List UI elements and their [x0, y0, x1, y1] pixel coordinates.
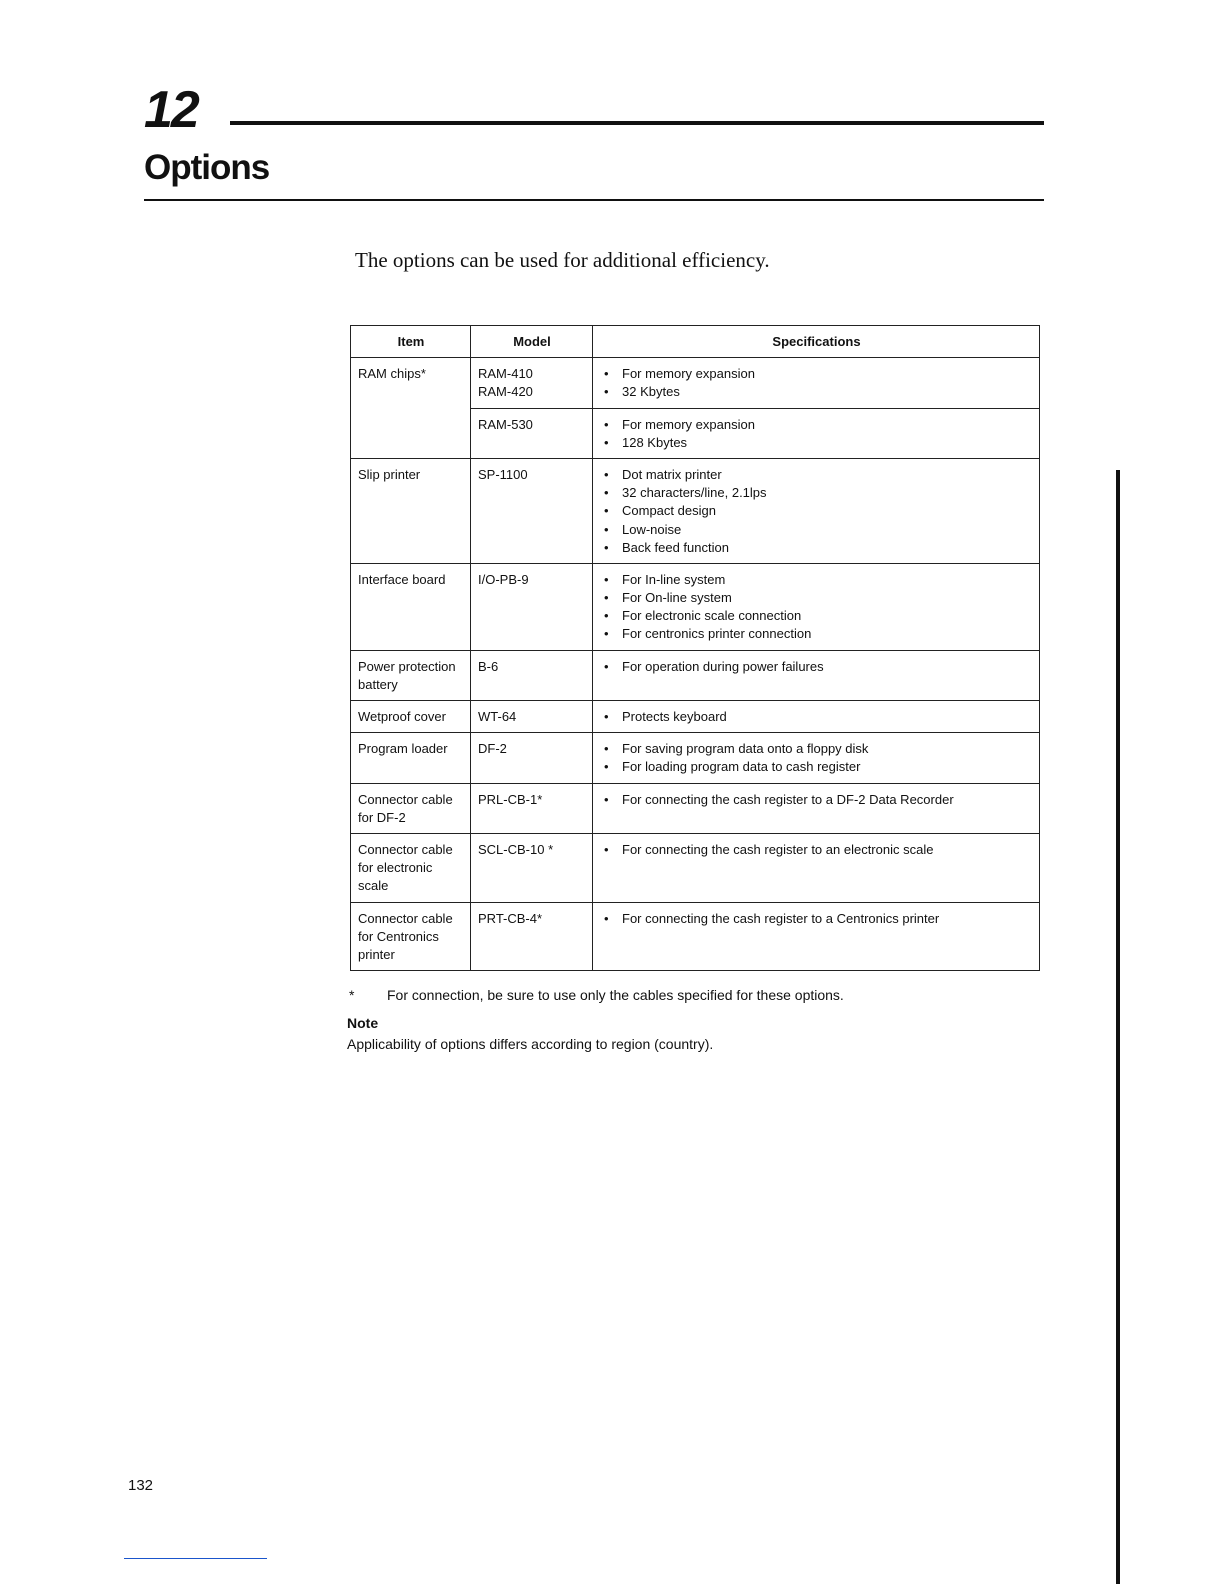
- table-header-row: [351, 326, 1040, 358]
- model-name: RAM-530: [478, 416, 533, 432]
- table-row: [351, 783, 1040, 833]
- table-row: [351, 701, 1040, 733]
- table-row: [351, 358, 1040, 408]
- item-cell: Program loader: [351, 733, 471, 783]
- note-label: Note: [347, 1015, 379, 1031]
- spec-list: [600, 365, 1033, 401]
- model-cell: [471, 563, 593, 650]
- spec-cell: [593, 408, 1040, 458]
- spec-list: [600, 910, 1033, 928]
- intro-text: The options can be used for additional efficiency.: [355, 248, 770, 272]
- model-cell: [471, 902, 593, 971]
- model-name: PRT-CB-4*: [478, 910, 543, 926]
- table-row: [351, 833, 1040, 902]
- spec-cell: [593, 783, 1040, 833]
- spec-item: • For electronic scale connection: [600, 607, 1033, 625]
- spec-cell: [593, 650, 1040, 700]
- chapter-number: 12: [144, 81, 198, 139]
- spec-list: [600, 708, 1033, 726]
- title-rule: [144, 199, 1044, 201]
- spec-item: • For connecting the cash register to a DF-2 Data Recorder: [600, 791, 1033, 809]
- spec-cell: [593, 733, 1040, 783]
- model-name: RAM-420: [478, 384, 533, 400]
- footnote-text: For connection, be sure to use only the cables specified for these options.: [387, 987, 844, 1003]
- model-name: SP-1100: [478, 466, 528, 482]
- spec-list: [600, 466, 1033, 557]
- spec-item: • Protects keyboard: [600, 708, 1033, 726]
- options-table: [350, 325, 1040, 971]
- item-cell: Connector cable for Centronics printer: [351, 902, 471, 971]
- chapter-rule: [230, 121, 1044, 125]
- model-cell: [471, 358, 593, 408]
- chapter-title: Options: [144, 148, 270, 187]
- spec-item: • 32 characters/line, 2.1lps: [600, 484, 1033, 502]
- table-row: [351, 733, 1040, 783]
- item-cell: Slip printer: [351, 458, 471, 563]
- item-cell: Wetproof cover: [351, 701, 471, 733]
- footnote: [349, 987, 844, 1003]
- item-cell: Connector cable for electronic scale: [351, 833, 471, 902]
- spec-cell: [593, 701, 1040, 733]
- spec-item: • For centronics printer connection: [600, 625, 1033, 643]
- spec-cell: [593, 563, 1040, 650]
- item-cell: Interface board: [351, 563, 471, 650]
- spec-list: [600, 571, 1033, 644]
- spec-cell: [593, 902, 1040, 971]
- spec-item: • For memory expansion: [600, 416, 1033, 434]
- model-name: PRL-CB-1*: [478, 791, 543, 807]
- spec-cell: [593, 358, 1040, 408]
- header-item: Item: [351, 326, 471, 358]
- header-specifications: Specifications: [593, 326, 1040, 358]
- spec-list: [600, 791, 1033, 809]
- model-name: DF-2: [478, 741, 507, 757]
- model-name: RAM-410: [478, 366, 533, 382]
- model-cell: [471, 701, 593, 733]
- spec-item: • For In-line system: [600, 571, 1033, 589]
- spec-item: • For connecting the cash register to a Centronics printer: [600, 910, 1033, 928]
- table-row: [351, 458, 1040, 563]
- item-cell: Power protection battery: [351, 650, 471, 700]
- model-cell: [471, 733, 593, 783]
- page-number: 132: [128, 1477, 154, 1494]
- spec-item: • 128 Kbytes: [600, 434, 1033, 452]
- model-cell: [471, 833, 593, 902]
- model-cell: [471, 408, 593, 458]
- spec-item: • For memory expansion: [600, 365, 1033, 383]
- model-cell: [471, 783, 593, 833]
- spec-item: • For operation during power failures: [600, 658, 1033, 676]
- table-row: [351, 650, 1040, 700]
- spec-item: • Dot matrix printer: [600, 466, 1033, 484]
- spec-item: • Low-noise: [600, 521, 1033, 539]
- options-table-body: [351, 358, 1040, 971]
- footnote-mark: *: [349, 987, 355, 1003]
- header-model: Model: [471, 326, 593, 358]
- model-cell: [471, 650, 593, 700]
- model-cell: [471, 458, 593, 563]
- item-cell: Connector cable for DF-2: [351, 783, 471, 833]
- spec-cell: [593, 458, 1040, 563]
- spec-item: • For saving program data onto a floppy disk: [600, 740, 1033, 758]
- spec-item: • 32 Kbytes: [600, 383, 1033, 401]
- model-name: I/O-PB-9: [478, 571, 529, 587]
- table-row: [351, 902, 1040, 971]
- table-row: [351, 563, 1040, 650]
- spec-item: • Compact design: [600, 502, 1033, 520]
- model-name: WT-64: [478, 709, 517, 724]
- model-name: SCL-CB-10 *: [478, 841, 554, 857]
- spec-list: [600, 658, 1033, 676]
- spec-list: [600, 416, 1033, 452]
- spec-item: • Back feed function: [600, 539, 1033, 557]
- spec-item: • For connecting the cash register to an electronic scale: [600, 841, 1033, 859]
- item-cell: RAM chips*: [351, 358, 471, 459]
- spec-item: • For loading program data to cash register: [600, 758, 1033, 776]
- note-text: Applicability of options differs according to region (country).: [347, 1036, 714, 1052]
- spec-list: [600, 740, 1033, 776]
- spec-cell: [593, 833, 1040, 902]
- spec-list: [600, 841, 1033, 859]
- spec-item: • For On-line system: [600, 589, 1033, 607]
- bottom-rule: [124, 1558, 267, 1559]
- page-edge-shadow: [1116, 470, 1120, 1584]
- model-name: B-6: [478, 658, 499, 674]
